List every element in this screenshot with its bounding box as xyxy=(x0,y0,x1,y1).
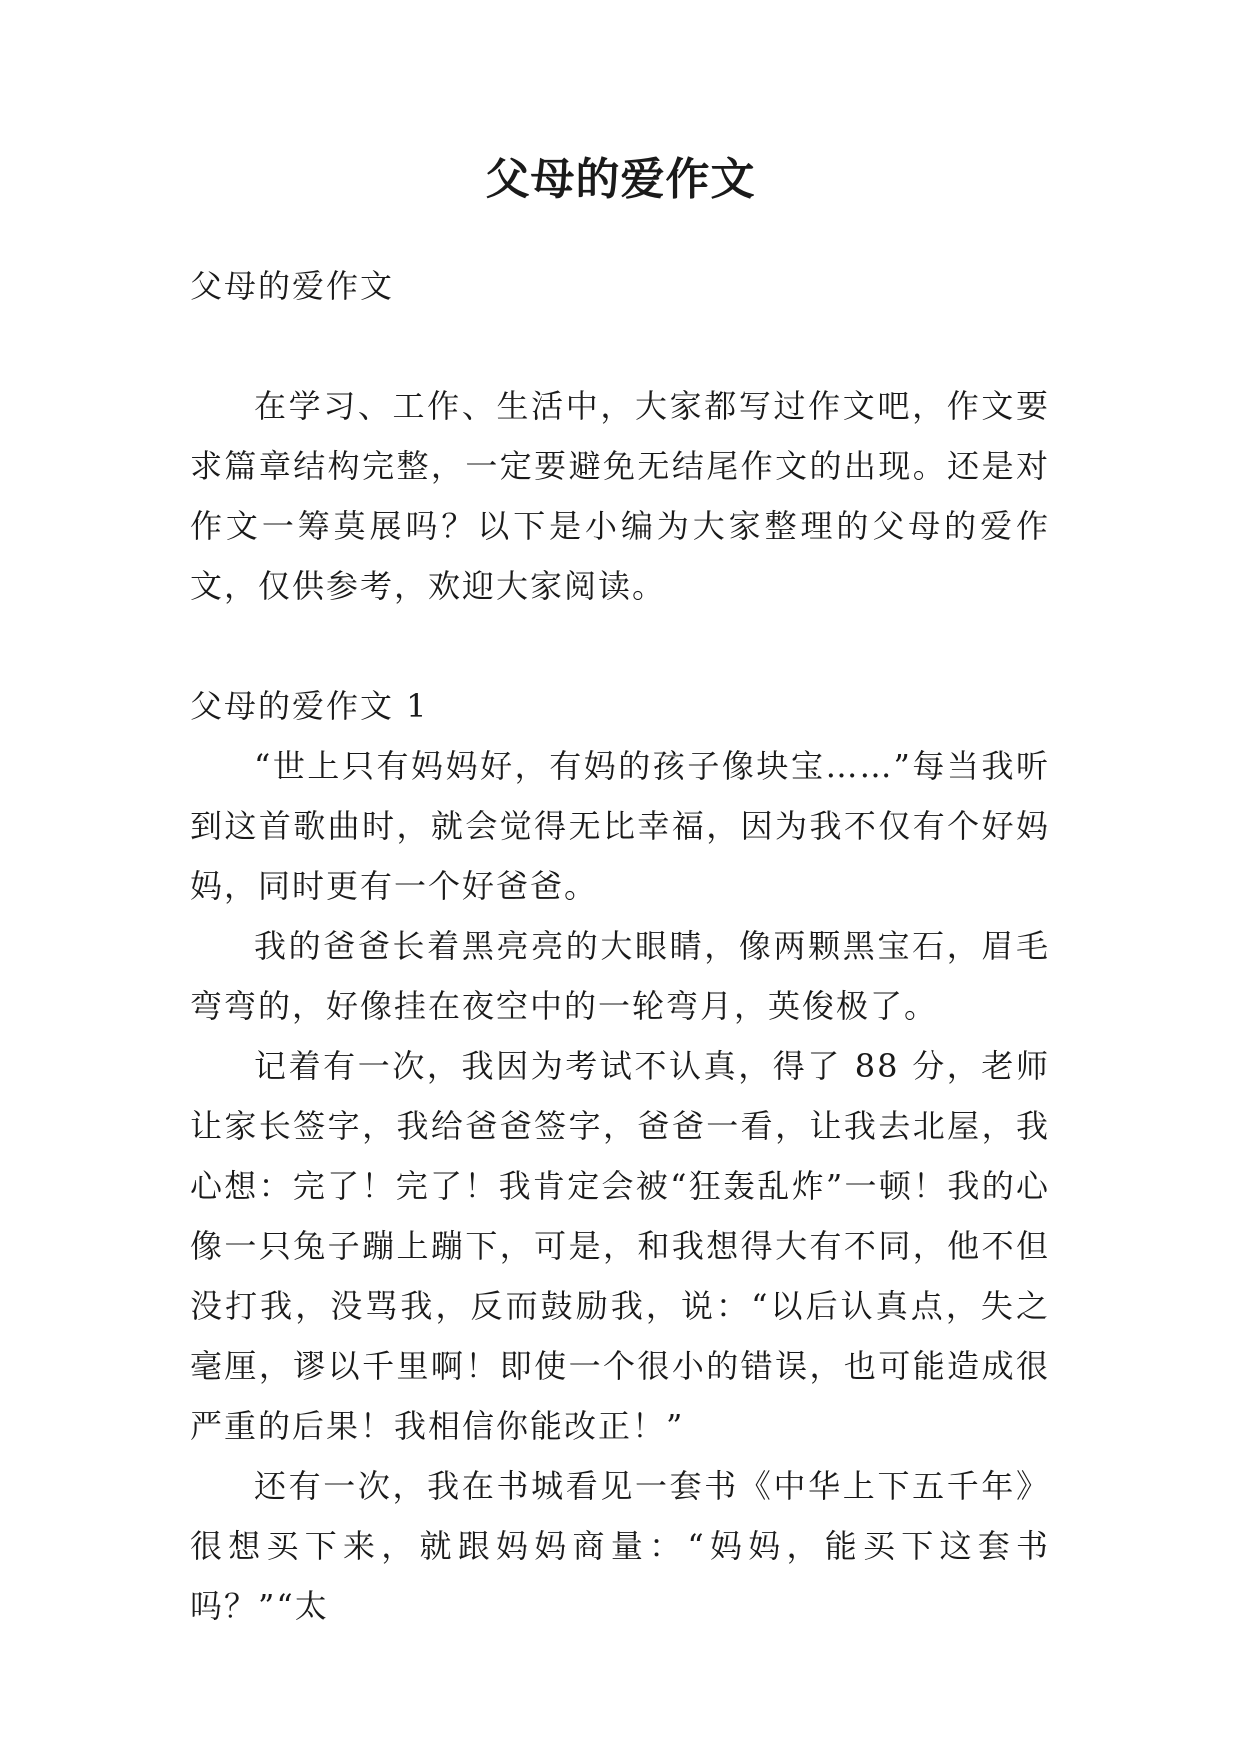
intro-paragraph: 在学习、工作、生活中，大家都写过作文吧，作文要求篇章结构完整，一定要避免无结尾作文的出现。还是对作文一筹莫展吗？以下是小编为大家整理的父母的爱作文，仅供参考，欢迎大家阅读。 xyxy=(190,387,1050,605)
body-paragraph-2: 我的爸爸长着黑亮亮的大眼睛，像两颗黑宝石，眉毛弯弯的，好像挂在夜空中的一轮弯月，英俊极了。 xyxy=(190,927,1050,1025)
body-paragraph-4: 还有一次，我在书城看见一套书《中华上下五千年》很想买下来，就跟妈妈商量：“妈妈，能买下这套书吗？”“太 xyxy=(190,1467,1050,1625)
body-paragraph-3: 记着有一次，我因为考试不认真，得了 88 分，老师让家长签字，我给爸爸签字，爸爸一看，让我去北屋，我心想：完了！完了！我肯定会被“狂轰乱炸”一顿！我的心像一只兔子蹦上蹦下，可是，和我想得大有不同，他不但没打我，没骂我，反而鼓励我，说：“以后认真点，失之毫厘，谬以千里啊！即使一个很小的错误，也可能造成很严重的后果！我相信你能改正！” xyxy=(190,1047,1050,1445)
document-body xyxy=(190,256,1050,1636)
section-heading: 父母的爱作文 1 xyxy=(190,687,429,725)
document-subtitle: 父母的爱作文 xyxy=(190,267,395,305)
body-paragraph-1: “世上只有妈妈好，有妈的孩子像块宝……”每当我听到这首歌曲时，就会觉得无比幸福，因为我不仅有个好妈妈，同时更有一个好爸爸。 xyxy=(190,747,1050,905)
document-title: 父母的爱作文 xyxy=(485,154,756,205)
